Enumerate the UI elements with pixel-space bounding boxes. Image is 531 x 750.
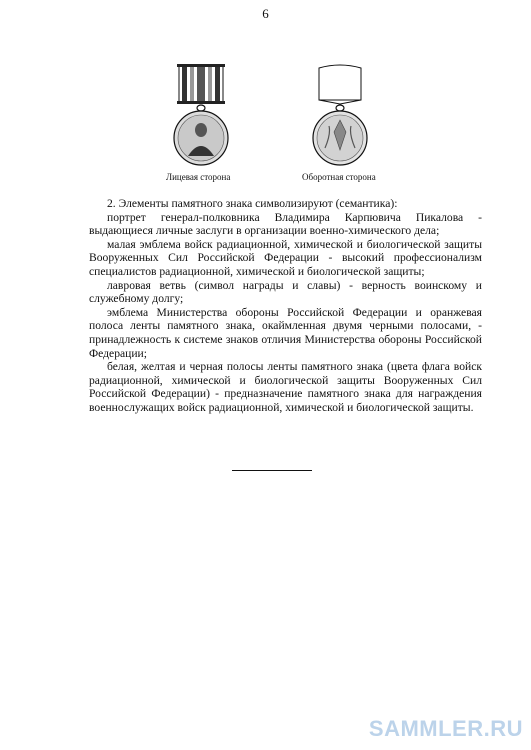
front-side-caption: Лицевая сторона	[166, 172, 231, 182]
paragraph-small-emblem: малая эмблема войск радиационной, химической и биологической защиты Вооруженных Сил Российской Федерации - высокий профессионализм специалистов радиационной, химической и биологической защиты;	[89, 237, 482, 278]
paragraph-laurel-branch: лавровая ветвь (символ награды и славы) - верность воинскому и служебному долгу;	[89, 278, 482, 306]
site-watermark: SAMMLER.RU	[368, 716, 523, 741]
medal-front-image	[166, 64, 236, 168]
paragraph-ministry-emblem: эмблема Министерства обороны Российской Федерации и оранжевая полоса ленты памятного знака, окаймленная двумя черными полосами, - принадлежность к системе знаков отличия Министерства обороны Российской Федерации;	[89, 305, 482, 360]
back-side-caption: Оборотная сторона	[302, 172, 376, 182]
ribbon-front	[177, 64, 225, 104]
semantics-text	[89, 197, 482, 415]
ribbon-back	[319, 65, 361, 104]
paragraph-portrait: портрет генерал-полковника Владимира Карпювича Пикалова - выдающиеся личные заслуги в организации военно-химического дела;	[89, 210, 482, 238]
page-number: 6	[262, 6, 269, 21]
medal-back-image	[305, 64, 375, 168]
paragraph-intro: 2. Элементы памятного знака символизируют (семантика):	[107, 197, 398, 210]
paragraph-ribbon-colors: белая, желтая и черная полосы ленты памятного знака (цвета флага войск радиационной, химической и биологической защиты Вооруженных Сил Российской Федерации) - предназначение памятного знака для награждения военнослужащих войск радиационной, химической и биологической защиты.	[89, 360, 482, 414]
closing-divider	[232, 470, 312, 471]
